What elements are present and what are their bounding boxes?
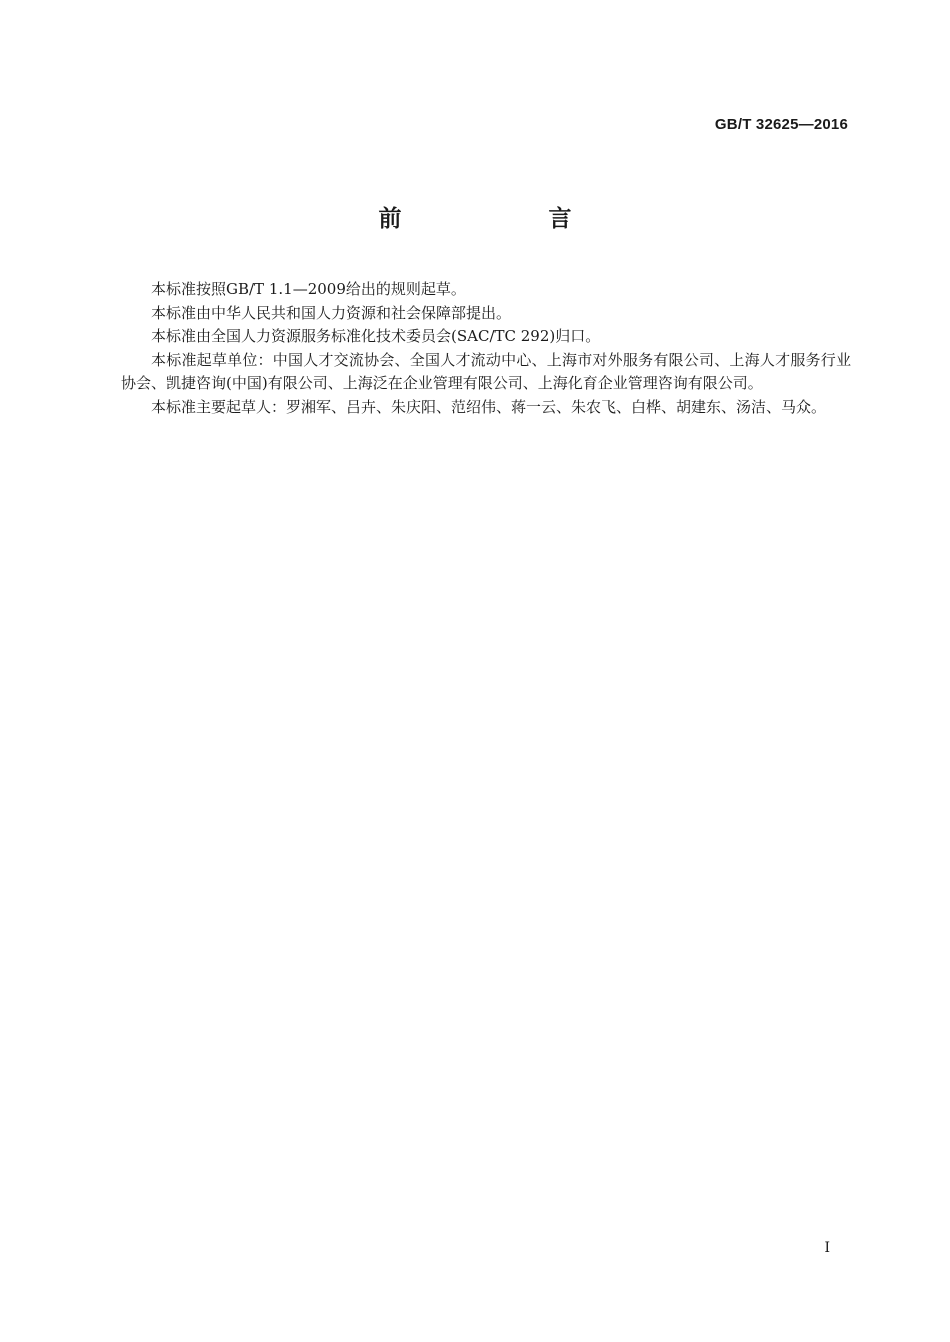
paragraph-main-drafters: 本标准主要起草人：罗湘军、吕卉、朱庆阳、范绍伟、蒋一云、朱农飞、白桦、胡建东、汤洁、马众。	[151, 397, 827, 416]
paragraph-drafting-organizations: 本标准起草单位：中国人才交流协会、全国人才流动中心、上海市对外服务有限公司、上海人才服务行业协会、凯捷咨询(中国)有限公司、上海泛在企业管理有限公司、上海化育企业管理咨询有限公司。	[121, 350, 851, 392]
paragraph-drafting-rules: 本标准按照GB/T 1.1—2009给出的规则起草。	[151, 280, 466, 298]
page-title: 前 言	[378, 206, 634, 232]
paragraph-technical-committee: 本标准由全国人力资源服务标准化技术委员会(SAC/TC 292)归口。	[151, 327, 601, 345]
foreword-body	[121, 278, 851, 419]
paragraph-proposer: 本标准由中华人民共和国人力资源和社会保障部提出。	[151, 303, 512, 322]
page-number: I	[824, 1240, 830, 1256]
standard-code: GB/T 32625—2016	[714, 116, 848, 133]
